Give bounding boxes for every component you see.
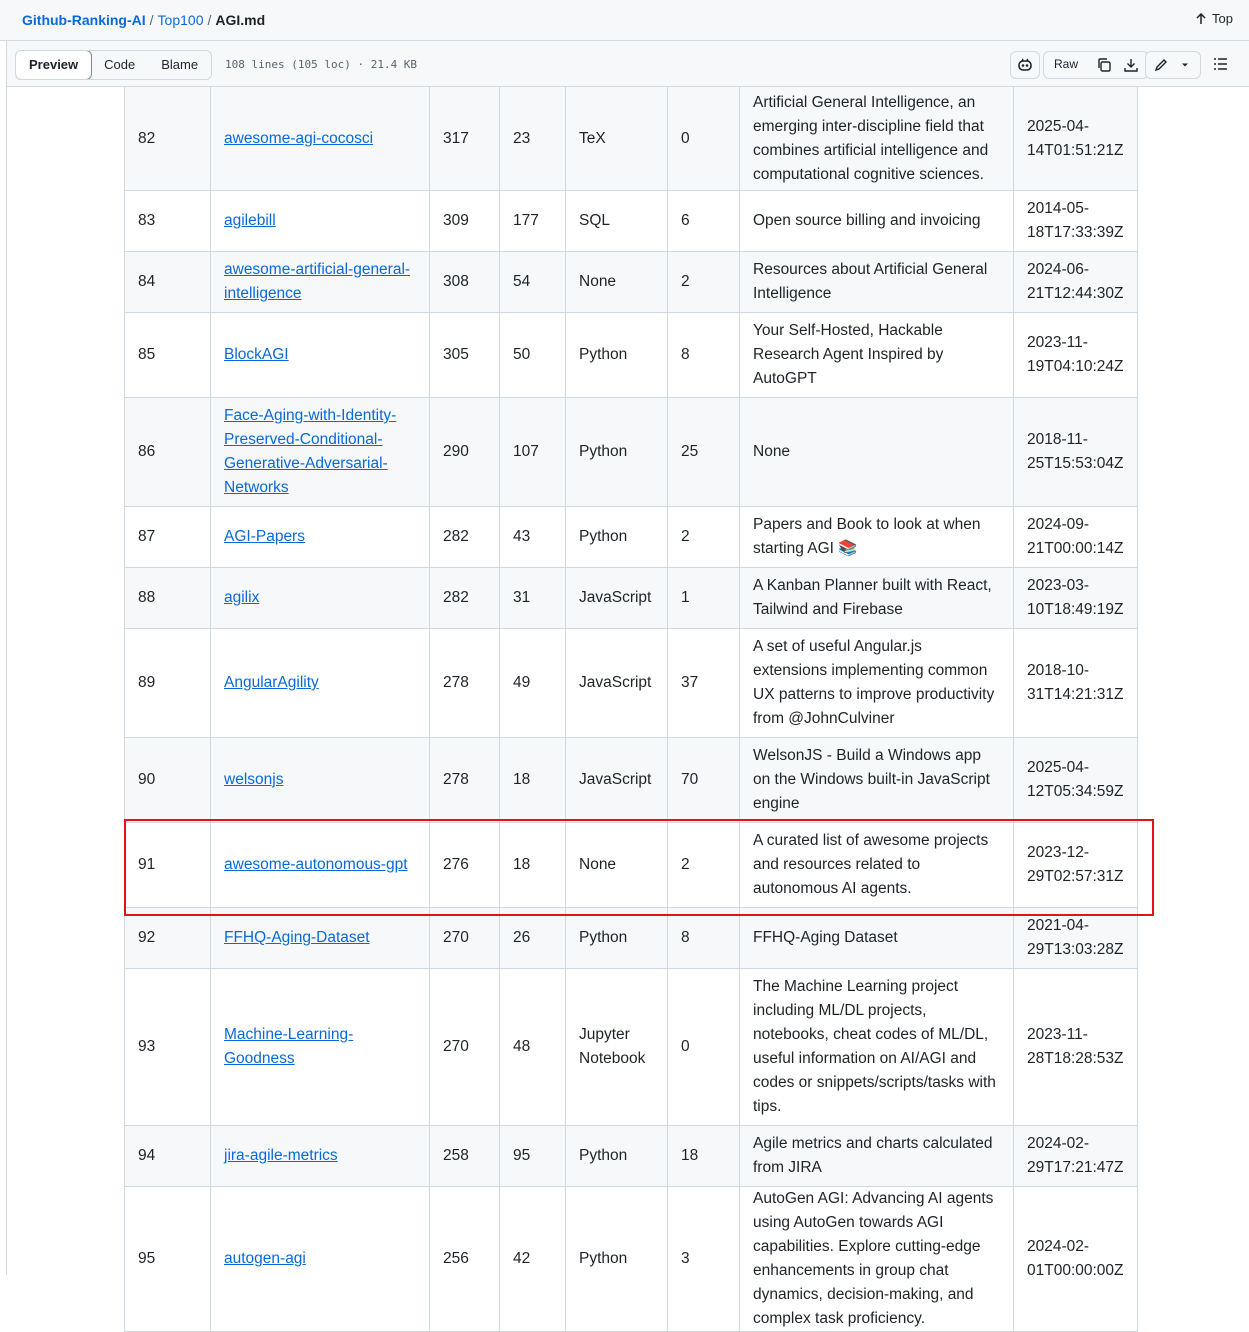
table-row <box>125 313 1138 398</box>
open-issues-cell: 8 <box>668 908 740 969</box>
forks-cell: 43 <box>500 507 566 568</box>
table-row <box>125 1187 1138 1332</box>
repo-name-cell <box>211 313 430 398</box>
table-row <box>125 908 1138 969</box>
open-issues-cell: 1 <box>668 568 740 629</box>
forks-cell: 107 <box>500 398 566 507</box>
rank-cell: 89 <box>125 629 211 738</box>
rank-cell: 85 <box>125 313 211 398</box>
raw-button[interactable]: Raw <box>1054 57 1079 71</box>
stars-cell: 290 <box>430 398 500 507</box>
arrow-up-icon <box>1195 13 1207 25</box>
table-row <box>125 738 1138 823</box>
rank-cell: 92 <box>125 908 211 969</box>
last-commit-cell: 2023-03-10T18:49:19Z <box>1014 568 1138 629</box>
copilot-button[interactable] <box>1010 51 1040 79</box>
repo-name-cell <box>211 87 430 191</box>
forks-cell: 31 <box>500 568 566 629</box>
forks-cell: 42 <box>500 1187 566 1332</box>
description-cell: FFHQ-Aging Dataset <box>740 908 1014 969</box>
repo-link[interactable]: agilix <box>224 589 260 606</box>
rank-cell: 88 <box>125 568 211 629</box>
description-cell: A Kanban Planner built with React, Tailwind and Firebase <box>740 568 1014 629</box>
edit-button-group <box>1145 51 1201 79</box>
table-row <box>125 398 1138 507</box>
description-cell: Artificial General Intelligence, an emerging inter-discipline field that combines artificial intelligence and computational cognitive sciences. <box>740 87 1014 191</box>
breadcrumb-separator: / <box>149 12 154 28</box>
stars-cell: 282 <box>430 507 500 568</box>
repo-link[interactable]: FFHQ-Aging-Dataset <box>224 929 370 946</box>
forks-cell: 54 <box>500 252 566 313</box>
language-cell: Jupyter Notebook <box>566 969 668 1126</box>
description-cell: Resources about Artificial General Intelligence <box>740 252 1014 313</box>
forks-cell: 18 <box>500 738 566 823</box>
copilot-icon <box>1017 57 1033 73</box>
repo-name-cell <box>211 191 430 252</box>
table-row <box>125 87 1138 191</box>
table-row <box>125 629 1138 738</box>
language-cell: JavaScript <box>566 568 668 629</box>
rank-cell: 90 <box>125 738 211 823</box>
stars-cell: 276 <box>430 823 500 908</box>
stars-cell: 270 <box>430 969 500 1126</box>
repo-link[interactable]: AGI-Papers <box>224 528 305 545</box>
language-cell: Python <box>566 398 668 507</box>
breadcrumb-repo-link[interactable]: Github-Ranking-AI <box>22 12 146 28</box>
repo-name-cell <box>211 1126 430 1187</box>
repo-name-cell <box>211 908 430 969</box>
open-issues-cell: 3 <box>668 1187 740 1332</box>
language-cell: SQL <box>566 191 668 252</box>
stars-cell: 305 <box>430 313 500 398</box>
tab-code[interactable]: Code <box>104 57 136 72</box>
description-cell: WelsonJS - Build a Windows app on the Windows built-in JavaScript engine <box>740 738 1014 823</box>
last-commit-cell: 2025-04-14T01:51:21Z <box>1014 87 1138 191</box>
repo-name-cell <box>211 398 430 507</box>
breadcrumb-current-file: AGI.md <box>215 12 266 28</box>
open-issues-cell: 18 <box>668 1126 740 1187</box>
stars-cell: 308 <box>430 252 500 313</box>
stars-cell: 256 <box>430 1187 500 1332</box>
open-issues-cell: 2 <box>668 507 740 568</box>
repo-link[interactable]: Machine-Learning-Goodness <box>224 1026 354 1067</box>
repo-link[interactable]: welsonjs <box>224 771 284 788</box>
description-cell: Your Self-Hosted, Hackable Research Agent Inspired by AutoGPT <box>740 313 1014 398</box>
breadcrumb-separator: / <box>207 12 212 28</box>
stars-cell: 309 <box>430 191 500 252</box>
rank-cell: 87 <box>125 507 211 568</box>
forks-cell: 48 <box>500 969 566 1126</box>
stars-cell: 258 <box>430 1126 500 1187</box>
open-issues-cell: 70 <box>668 738 740 823</box>
repo-name-cell <box>211 738 430 823</box>
raw-copy-download-group <box>1043 51 1149 79</box>
last-commit-cell: 2024-06-21T12:44:30Z <box>1014 252 1138 313</box>
open-issues-cell: 37 <box>668 629 740 738</box>
last-commit-cell: 2018-10-31T14:21:31Z <box>1014 629 1138 738</box>
stars-cell: 317 <box>430 87 500 191</box>
last-commit-cell: 2014-05-18T17:33:39Z <box>1014 191 1138 252</box>
open-issues-cell: 6 <box>668 191 740 252</box>
rank-cell: 86 <box>125 398 211 507</box>
tab-preview[interactable]: Preview <box>15 50 92 80</box>
last-commit-cell: 2021-04-29T13:03:28Z <box>1014 908 1138 969</box>
rank-cell: 83 <box>125 191 211 252</box>
file-meta-info: 108 lines (105 loc) · 21.4 KB <box>225 58 418 71</box>
description-cell: Papers and Book to look at when starting AGI 📚 <box>740 507 1014 568</box>
forks-cell: 23 <box>500 87 566 191</box>
repo-name-cell <box>211 568 430 629</box>
forks-cell: 50 <box>500 313 566 398</box>
open-issues-cell: 25 <box>668 398 740 507</box>
last-commit-cell: 2023-12-29T02:57:31Z <box>1014 823 1138 908</box>
forks-cell: 95 <box>500 1126 566 1187</box>
back-to-top-label: Top <box>1212 11 1233 26</box>
outline-list-icon[interactable] <box>1213 56 1229 72</box>
repo-link[interactable]: awesome-agi-cocosci <box>224 129 374 147</box>
repo-name-cell <box>211 252 430 313</box>
open-issues-cell: 2 <box>668 823 740 908</box>
repo-link[interactable]: BlockAGI <box>224 346 289 363</box>
view-mode-switcher <box>15 50 212 80</box>
copy-icon[interactable] <box>1096 57 1112 73</box>
last-commit-cell: 2024-02-29T17:21:47Z <box>1014 1126 1138 1187</box>
stars-cell: 278 <box>430 629 500 738</box>
tab-blame[interactable]: Blame <box>161 57 199 72</box>
forks-cell: 49 <box>500 629 566 738</box>
last-commit-cell: 2024-02-01T00:00:00Z <box>1014 1187 1138 1332</box>
open-issues-cell: 0 <box>668 969 740 1126</box>
breadcrumb <box>22 11 265 29</box>
forks-cell: 177 <box>500 191 566 252</box>
pencil-icon[interactable] <box>1153 57 1169 73</box>
repo-name-cell <box>211 629 430 738</box>
repo-name-cell <box>211 1187 430 1332</box>
language-cell: TeX <box>566 87 668 191</box>
rank-cell: 91 <box>125 823 211 908</box>
repo-link[interactable]: Face-Aging-with-Identity-Preserved-Conditional-Generative-Adversarial-Networks <box>224 407 397 496</box>
language-cell: Python <box>566 1187 668 1332</box>
language-cell: JavaScript <box>566 738 668 823</box>
rank-cell: 95 <box>125 1187 211 1332</box>
table-row <box>125 1126 1138 1187</box>
markdown-preview <box>6 86 1249 1327</box>
ranking-table <box>124 86 1138 1332</box>
chevron-down-icon[interactable] <box>1180 60 1190 70</box>
file-toolbar <box>6 41 1249 87</box>
repo-name-cell <box>211 823 430 908</box>
open-issues-cell: 8 <box>668 313 740 398</box>
rank-cell: 93 <box>125 969 211 1126</box>
language-cell: Python <box>566 313 668 398</box>
table-row <box>125 969 1138 1126</box>
download-icon[interactable] <box>1123 57 1139 73</box>
language-cell: None <box>566 252 668 313</box>
stars-cell: 282 <box>430 568 500 629</box>
repo-link[interactable]: agilebill <box>224 212 276 229</box>
last-commit-cell: 2023-11-19T04:10:24Z <box>1014 313 1138 398</box>
open-issues-cell: 0 <box>668 87 740 191</box>
forks-cell: 18 <box>500 823 566 908</box>
forks-cell: 26 <box>500 908 566 969</box>
language-cell: None <box>566 823 668 908</box>
repo-link[interactable]: jira-agile-metrics <box>224 1147 338 1164</box>
repo-name-cell <box>211 507 430 568</box>
repo-link[interactable]: autogen-agi <box>224 1250 306 1267</box>
file-header-bar <box>0 0 1249 41</box>
rank-cell: 82 <box>125 87 211 191</box>
repo-link[interactable]: awesome-autonomous-gpt <box>224 856 408 873</box>
rank-cell: 84 <box>125 252 211 313</box>
repo-name-cell <box>211 969 430 1126</box>
last-commit-cell: 2018-11-25T15:53:04Z <box>1014 398 1138 507</box>
last-commit-cell: 2025-04-12T05:34:59Z <box>1014 738 1138 823</box>
language-cell: Python <box>566 507 668 568</box>
description-cell: None <box>740 398 1014 507</box>
table-row <box>125 507 1138 568</box>
stars-cell: 278 <box>430 738 500 823</box>
repo-link[interactable]: AngularAgility <box>224 674 319 691</box>
breadcrumb-folder-link[interactable]: Top100 <box>157 12 204 28</box>
description-cell: The Machine Learning project including ML/DL projects, notebooks, cheat codes of ML/DL, useful information on AI/AGI and codes or snippets/scripts/tasks with tips. <box>740 969 1014 1126</box>
last-commit-cell: 2024-09-21T00:00:14Z <box>1014 507 1138 568</box>
open-issues-cell: 2 <box>668 252 740 313</box>
stars-cell: 270 <box>430 908 500 969</box>
table-row <box>125 568 1138 629</box>
last-commit-cell: 2023-11-28T18:28:53Z <box>1014 969 1138 1126</box>
language-cell: Python <box>566 1126 668 1187</box>
table-row <box>125 823 1138 908</box>
description-cell: A curated list of awesome projects and resources related to autonomous AI agents. <box>740 823 1014 908</box>
rank-cell: 94 <box>125 1126 211 1187</box>
description-cell: A set of useful Angular.js extensions implementing common UX patterns to improve productivity from @JohnCulviner <box>740 629 1014 738</box>
description-cell: Open source billing and invoicing <box>740 191 1014 252</box>
language-cell: JavaScript <box>566 629 668 738</box>
back-to-top-link[interactable] <box>1195 11 1233 26</box>
table-row <box>125 191 1138 252</box>
description-cell: Agile metrics and charts calculated from JIRA <box>740 1126 1014 1187</box>
description-cell: AutoGen AGI: Advancing AI agents using AutoGen towards AGI capabilities. Explore cutting-edge enhancements in group chat dynamics, decision-making, and complex task proficiency. <box>740 1187 1014 1332</box>
table-row <box>125 252 1138 313</box>
repo-link[interactable]: awesome-artificial-general-intelligence <box>224 261 411 302</box>
language-cell: Python <box>566 908 668 969</box>
